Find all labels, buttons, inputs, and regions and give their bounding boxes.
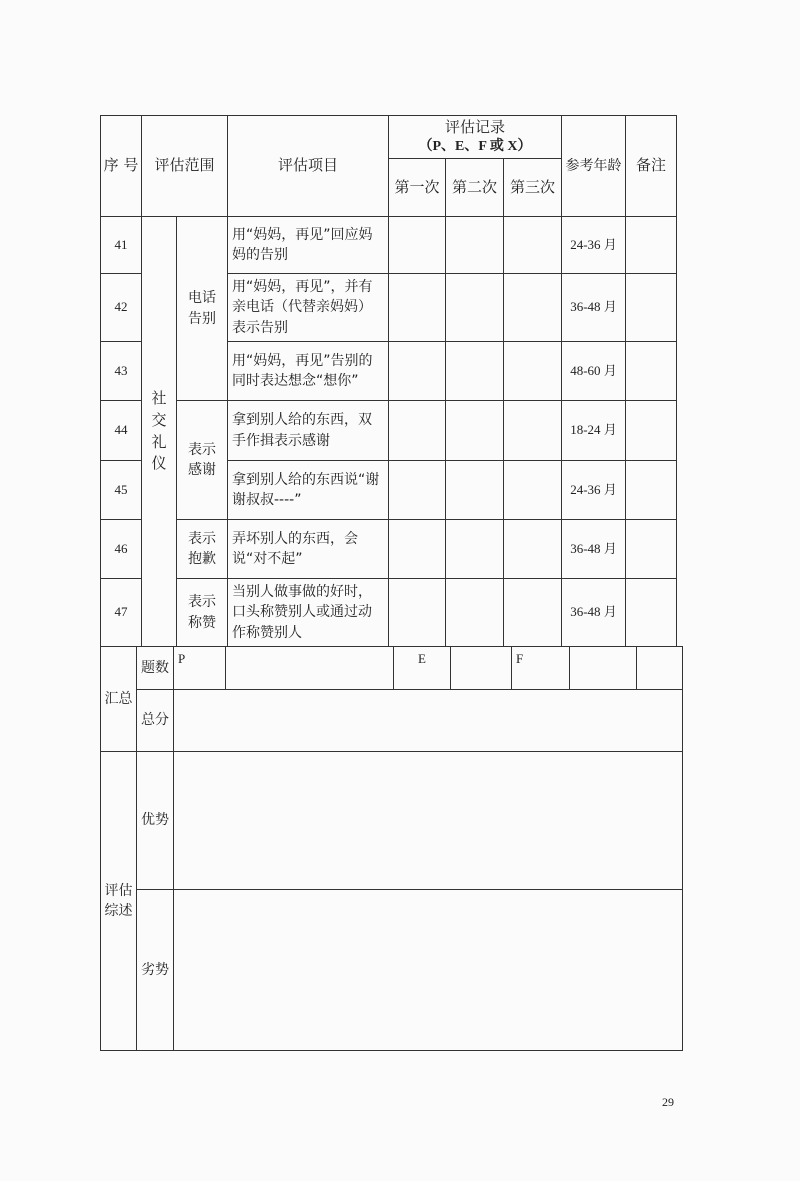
subcategory-phone-farewell — [176, 216, 228, 401]
row-age: 36-48 月 — [561, 578, 626, 647]
score-second-cell[interactable] — [445, 400, 504, 461]
summary-f-cell[interactable]: F — [511, 646, 570, 690]
subcategory-praise — [176, 578, 228, 647]
notes-cell[interactable] — [625, 460, 677, 520]
row-item: 当别人做事做的好时，口头称赞别人或通过动作称赞别人 — [227, 578, 389, 647]
row-number: 44 — [100, 400, 142, 461]
review-label-line: 评估 — [104, 882, 133, 899]
score-second-cell[interactable] — [445, 273, 504, 342]
subcategory-line: 电话 — [188, 290, 216, 307]
summary-total-value-cell[interactable] — [173, 689, 683, 752]
category-char: 社 — [151, 389, 167, 407]
summary-count-label: 题数 — [136, 646, 174, 690]
summary-label: 汇总 — [100, 646, 137, 752]
score-third-cell[interactable] — [503, 216, 562, 274]
row-item: 用“妈妈，再见”告别的同时表达想念“想你” — [227, 341, 389, 401]
subcategory-line: 感谢 — [188, 462, 216, 478]
row-number: 47 — [100, 578, 142, 647]
row-number: 41 — [100, 216, 142, 274]
score-second-cell[interactable] — [445, 578, 504, 647]
row-number: 43 — [100, 341, 142, 401]
score-third-cell[interactable] — [503, 273, 562, 342]
review-label — [100, 751, 137, 1051]
row-age: 36-48 月 — [561, 519, 626, 579]
header-seq: 序 号 — [100, 115, 142, 217]
row-age: 36-48 月 — [561, 273, 626, 342]
subcategory-line: 称赞 — [188, 614, 216, 631]
row-item: 拿到别人给的东西，双手作揖表示感谢 — [227, 400, 389, 461]
row-number: 46 — [100, 519, 142, 579]
subcategory-line: 抱歉 — [188, 551, 216, 567]
category-char: 交 — [151, 410, 167, 429]
score-third-cell[interactable] — [503, 519, 562, 579]
score-first-cell[interactable] — [388, 460, 446, 520]
header-item: 评估项目 — [227, 115, 389, 217]
review-strengths-label: 优势 — [136, 751, 174, 890]
review-weaknesses-label: 劣势 — [136, 889, 174, 1051]
category-label — [141, 216, 177, 647]
summary-f-count-cell[interactable] — [569, 646, 637, 690]
notes-cell[interactable] — [625, 400, 677, 461]
subcategory-line: 告别 — [188, 310, 216, 327]
subcategory-line: 表示 — [188, 530, 216, 547]
score-third-cell[interactable] — [503, 460, 562, 520]
row-number: 42 — [100, 273, 142, 342]
row-number: 45 — [100, 460, 142, 520]
page-number: 29 — [662, 1095, 674, 1109]
notes-cell[interactable] — [625, 216, 677, 274]
review-strengths-cell[interactable] — [173, 751, 683, 890]
row-item: 拿到别人给的东西说“谢谢叔叔----” — [227, 460, 389, 520]
row-age: 48-60 月 — [561, 341, 626, 401]
summary-total-label: 总分 — [136, 689, 174, 752]
score-second-cell[interactable] — [445, 216, 504, 274]
score-second-cell[interactable] — [445, 519, 504, 579]
header-scope: 评估范围 — [141, 115, 228, 217]
row-age: 18-24 月 — [561, 400, 626, 461]
notes-cell[interactable] — [625, 341, 677, 401]
header-third: 第三次 — [503, 158, 562, 217]
score-first-cell[interactable] — [388, 341, 446, 401]
summary-e-cell[interactable]: E — [393, 646, 451, 690]
notes-cell[interactable] — [625, 273, 677, 342]
summary-x-cell[interactable] — [636, 646, 683, 690]
header-record-sub: （P、E、F 或 X） — [418, 138, 532, 154]
summary-p-count-cell[interactable] — [225, 646, 394, 690]
score-third-cell[interactable] — [503, 400, 562, 461]
score-first-cell[interactable] — [388, 519, 446, 579]
row-item: 用“妈妈，再见”回应妈妈的告别 — [227, 216, 389, 274]
row-item: 弄坏别人的东西，会说“对不起” — [227, 519, 389, 579]
score-first-cell[interactable] — [388, 578, 446, 647]
summary-e-count-cell[interactable] — [450, 646, 512, 690]
score-second-cell[interactable] — [445, 341, 504, 401]
header-notes: 备注 — [625, 115, 677, 217]
score-first-cell[interactable] — [388, 273, 446, 342]
summary-p-cell[interactable]: P — [173, 646, 226, 690]
review-weaknesses-cell[interactable] — [173, 889, 683, 1051]
score-first-cell[interactable] — [388, 400, 446, 461]
row-age: 24-36 月 — [561, 460, 626, 520]
header-age: 参考年龄 — [561, 115, 626, 217]
score-third-cell[interactable] — [503, 341, 562, 401]
notes-cell[interactable] — [625, 519, 677, 579]
category-char: 礼 — [151, 432, 167, 451]
subcategory-thanks — [176, 400, 228, 520]
score-third-cell[interactable] — [503, 578, 562, 647]
row-item: 用“妈妈，再见”，并有亲电话（代替亲妈妈）表示告别 — [227, 273, 389, 342]
header-second: 第二次 — [445, 158, 504, 217]
notes-cell[interactable] — [625, 578, 677, 647]
row-age: 24-36 月 — [561, 216, 626, 274]
header-record-title: 评估记录 — [444, 118, 505, 137]
review-label-line: 综述 — [104, 903, 133, 919]
header-record — [388, 115, 562, 159]
score-second-cell[interactable] — [445, 460, 504, 520]
score-first-cell[interactable] — [388, 216, 446, 274]
subcategory-line: 表示 — [188, 441, 216, 458]
subcategory-apology — [176, 519, 228, 579]
category-char: 仪 — [151, 454, 167, 473]
subcategory-line: 表示 — [188, 594, 216, 611]
header-first: 第一次 — [388, 158, 446, 217]
